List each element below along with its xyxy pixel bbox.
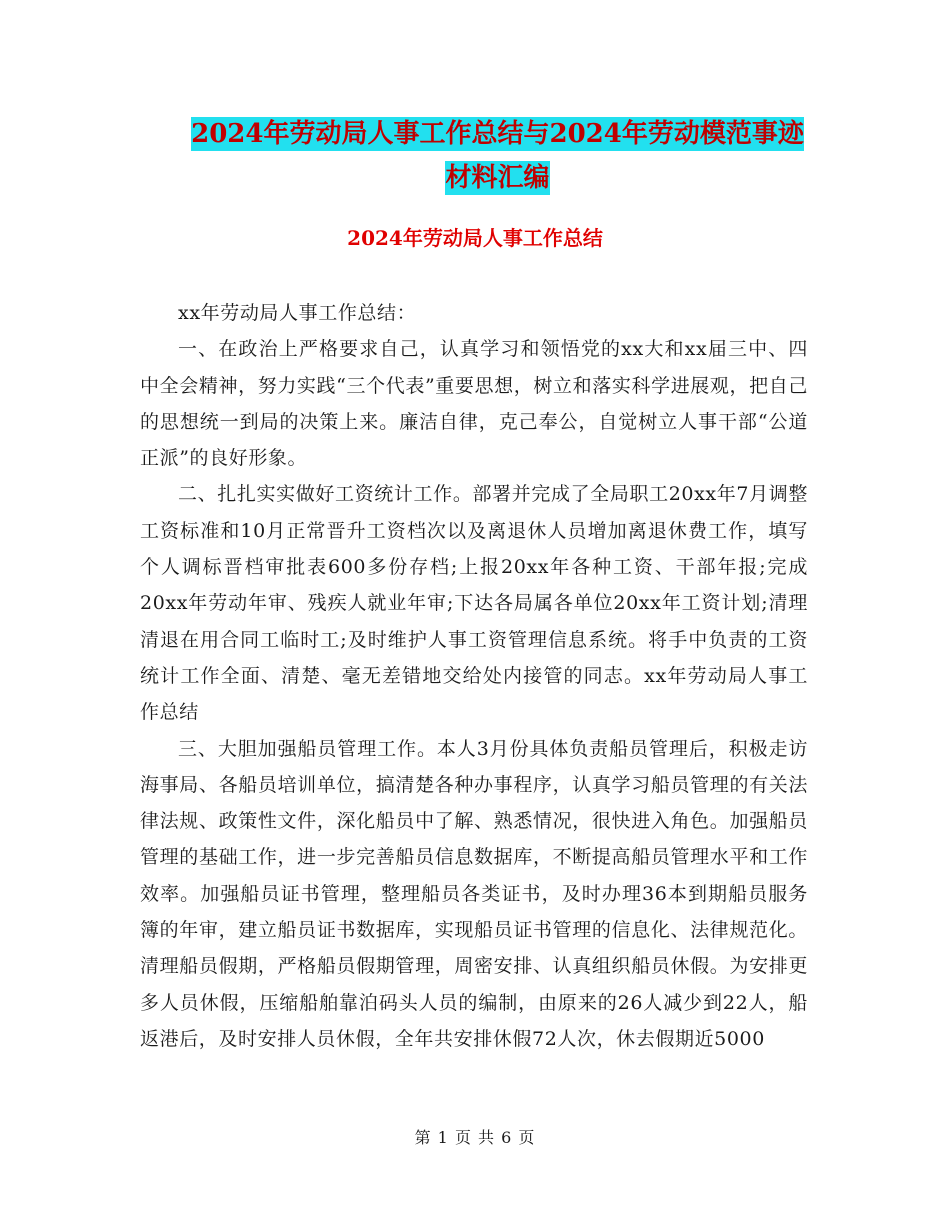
paragraph-wages: 二、扎扎实实做好工资统计工作。部署并完成了全局职工20xx年7月调整工资标准和10月正常晋升工资档次以及离退休人员增加离退休费工作，填写个人调标晋档审批表600多份存档;上报20xx年各种工资、干部年报;完成20xx年劳动年审、残疾人就业年审;下达各局属各单位20xx年工资计划;清理清退在用合同工临时工;及时维护人事工资管理信息系统。将手中负责的工资统计工作全面、清楚、毫无差错地交给处内接管的同志。xx年劳动局人事工作总结 xyxy=(140,483,808,724)
paragraph-politics: 一、在政治上严格要求自己，认真学习和领悟党的xx大和xx届三中、四中全会精神，努力实践“三个代表”重要思想，树立和落实科学进展观，把自己的思想统一到局的决策上来。廉洁自律，克己奉公，自觉树立人事干部“公道正派”的良好形象。 xyxy=(140,338,808,470)
page-footer: 第 1 页 共 6 页 xyxy=(414,1128,536,1147)
document-title-text: 2024年劳动局人事工作总结与2024年劳动模范事迹材料汇编 xyxy=(191,119,804,193)
document-body xyxy=(140,295,808,1057)
paragraph-intro: xx年劳动局人事工作总结： xyxy=(178,302,417,324)
section-title: 2024年劳动局人事工作总结 xyxy=(347,226,603,250)
document-title xyxy=(185,112,810,200)
paragraph-crew: 三、大胆加强船员管理工作。本人3月份具体负责船员管理后，积极走访海事局、各船员培训单位，搞清楚各种办事程序，认真学习船员管理的有关法律法规、政策性文件，深化船员中了解、熟悉情况，很快进入角色。加强船员管理的基础工作，进一步完善船员信息数据库，不断提高船员管理水平和工作效率。加强船员证书管理，整理船员各类证书，及时办理36本到期船员服务簿的年审，建立船员证书数据库，实现船员证书管理的信息化、法律规范化。清理船员假期，严格船员假期管理，周密安排、认真组织船员休假。为安排更多人员休假，压缩船舶靠泊码头人员的编制，由原来的26人减少到22人，船返港后，及时安排人员休假，全年共安排休假72人次，休去假期近5000 xyxy=(140,737,808,1050)
